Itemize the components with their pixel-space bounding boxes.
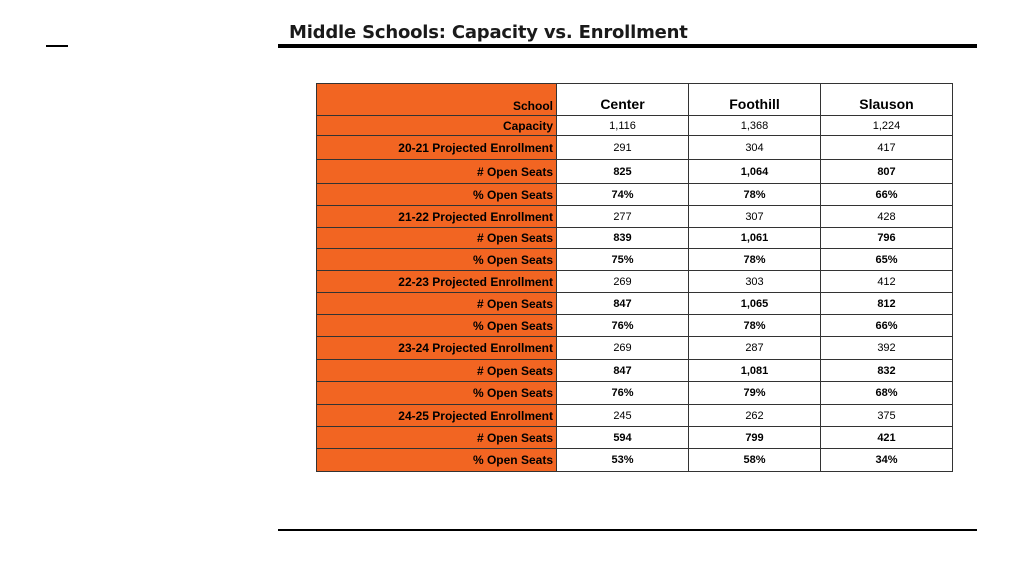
row-label: 20-21 Projected Enrollment	[317, 136, 557, 160]
row-label: 23-24 Projected Enrollment	[317, 337, 557, 360]
cell-center: 269	[557, 271, 689, 293]
cell-foothill: 1,064	[689, 160, 821, 184]
header-school-center: Center	[557, 84, 689, 116]
cell-slauson: 421	[821, 427, 953, 449]
row-label: % Open Seats	[317, 249, 557, 271]
cell-slauson: 1,224	[821, 116, 953, 136]
table-row	[317, 116, 953, 136]
table-row	[317, 293, 953, 315]
cell-slauson: 428	[821, 206, 953, 228]
cell-foothill: 1,061	[689, 228, 821, 249]
row-label: 24-25 Projected Enrollment	[317, 405, 557, 427]
cell-center: 76%	[557, 382, 689, 405]
cell-slauson: 392	[821, 337, 953, 360]
cell-foothill: 58%	[689, 449, 821, 472]
cell-center: 825	[557, 160, 689, 184]
row-label: # Open Seats	[317, 360, 557, 382]
row-label: Capacity	[317, 116, 557, 136]
row-label: 22-23 Projected Enrollment	[317, 271, 557, 293]
cell-center: 847	[557, 293, 689, 315]
table-row	[317, 427, 953, 449]
table-row	[317, 382, 953, 405]
cell-foothill: 1,081	[689, 360, 821, 382]
row-label: % Open Seats	[317, 382, 557, 405]
capacity-enrollment-table	[316, 83, 953, 472]
table-row	[317, 160, 953, 184]
cell-center: 1,116	[557, 116, 689, 136]
header-label-cell: School	[317, 84, 557, 116]
cell-slauson: 375	[821, 405, 953, 427]
cell-slauson: 68%	[821, 382, 953, 405]
row-label: # Open Seats	[317, 293, 557, 315]
cell-center: 291	[557, 136, 689, 160]
cell-slauson: 34%	[821, 449, 953, 472]
table-row	[317, 315, 953, 337]
cell-foothill: 287	[689, 337, 821, 360]
cell-slauson: 807	[821, 160, 953, 184]
row-label: % Open Seats	[317, 449, 557, 472]
table-row	[317, 360, 953, 382]
cell-slauson: 66%	[821, 315, 953, 337]
table-row	[317, 206, 953, 228]
table-body	[317, 84, 953, 472]
page-title: Middle Schools: Capacity vs. Enrollment	[289, 22, 688, 43]
cell-foothill: 78%	[689, 249, 821, 271]
cell-center: 594	[557, 427, 689, 449]
cell-center: 277	[557, 206, 689, 228]
cell-foothill: 262	[689, 405, 821, 427]
row-label: # Open Seats	[317, 160, 557, 184]
cell-slauson: 812	[821, 293, 953, 315]
row-label: % Open Seats	[317, 315, 557, 337]
cell-slauson: 417	[821, 136, 953, 160]
table-row	[317, 271, 953, 293]
slide-dash-marker	[46, 45, 68, 47]
cell-foothill: 79%	[689, 382, 821, 405]
header-school-foothill: Foothill	[689, 84, 821, 116]
cell-foothill: 78%	[689, 315, 821, 337]
title-divider	[278, 44, 977, 48]
row-label: # Open Seats	[317, 228, 557, 249]
cell-slauson: 832	[821, 360, 953, 382]
cell-center: 839	[557, 228, 689, 249]
cell-foothill: 78%	[689, 184, 821, 206]
table-row	[317, 228, 953, 249]
cell-foothill: 307	[689, 206, 821, 228]
cell-center: 245	[557, 405, 689, 427]
cell-slauson: 796	[821, 228, 953, 249]
table-header-row	[317, 84, 953, 116]
table-row	[317, 184, 953, 206]
cell-center: 269	[557, 337, 689, 360]
cell-center: 74%	[557, 184, 689, 206]
table-row	[317, 405, 953, 427]
cell-center: 847	[557, 360, 689, 382]
cell-foothill: 1,368	[689, 116, 821, 136]
row-label: 21-22 Projected Enrollment	[317, 206, 557, 228]
cell-center: 53%	[557, 449, 689, 472]
table-row	[317, 136, 953, 160]
cell-center: 75%	[557, 249, 689, 271]
cell-foothill: 799	[689, 427, 821, 449]
table-row	[317, 337, 953, 360]
cell-slauson: 65%	[821, 249, 953, 271]
row-label: % Open Seats	[317, 184, 557, 206]
cell-slauson: 412	[821, 271, 953, 293]
cell-slauson: 66%	[821, 184, 953, 206]
cell-foothill: 1,065	[689, 293, 821, 315]
footer-divider	[278, 529, 977, 531]
table-row	[317, 249, 953, 271]
cell-center: 76%	[557, 315, 689, 337]
header-school-slauson: Slauson	[821, 84, 953, 116]
table-row	[317, 449, 953, 472]
cell-foothill: 304	[689, 136, 821, 160]
row-label: # Open Seats	[317, 427, 557, 449]
cell-foothill: 303	[689, 271, 821, 293]
